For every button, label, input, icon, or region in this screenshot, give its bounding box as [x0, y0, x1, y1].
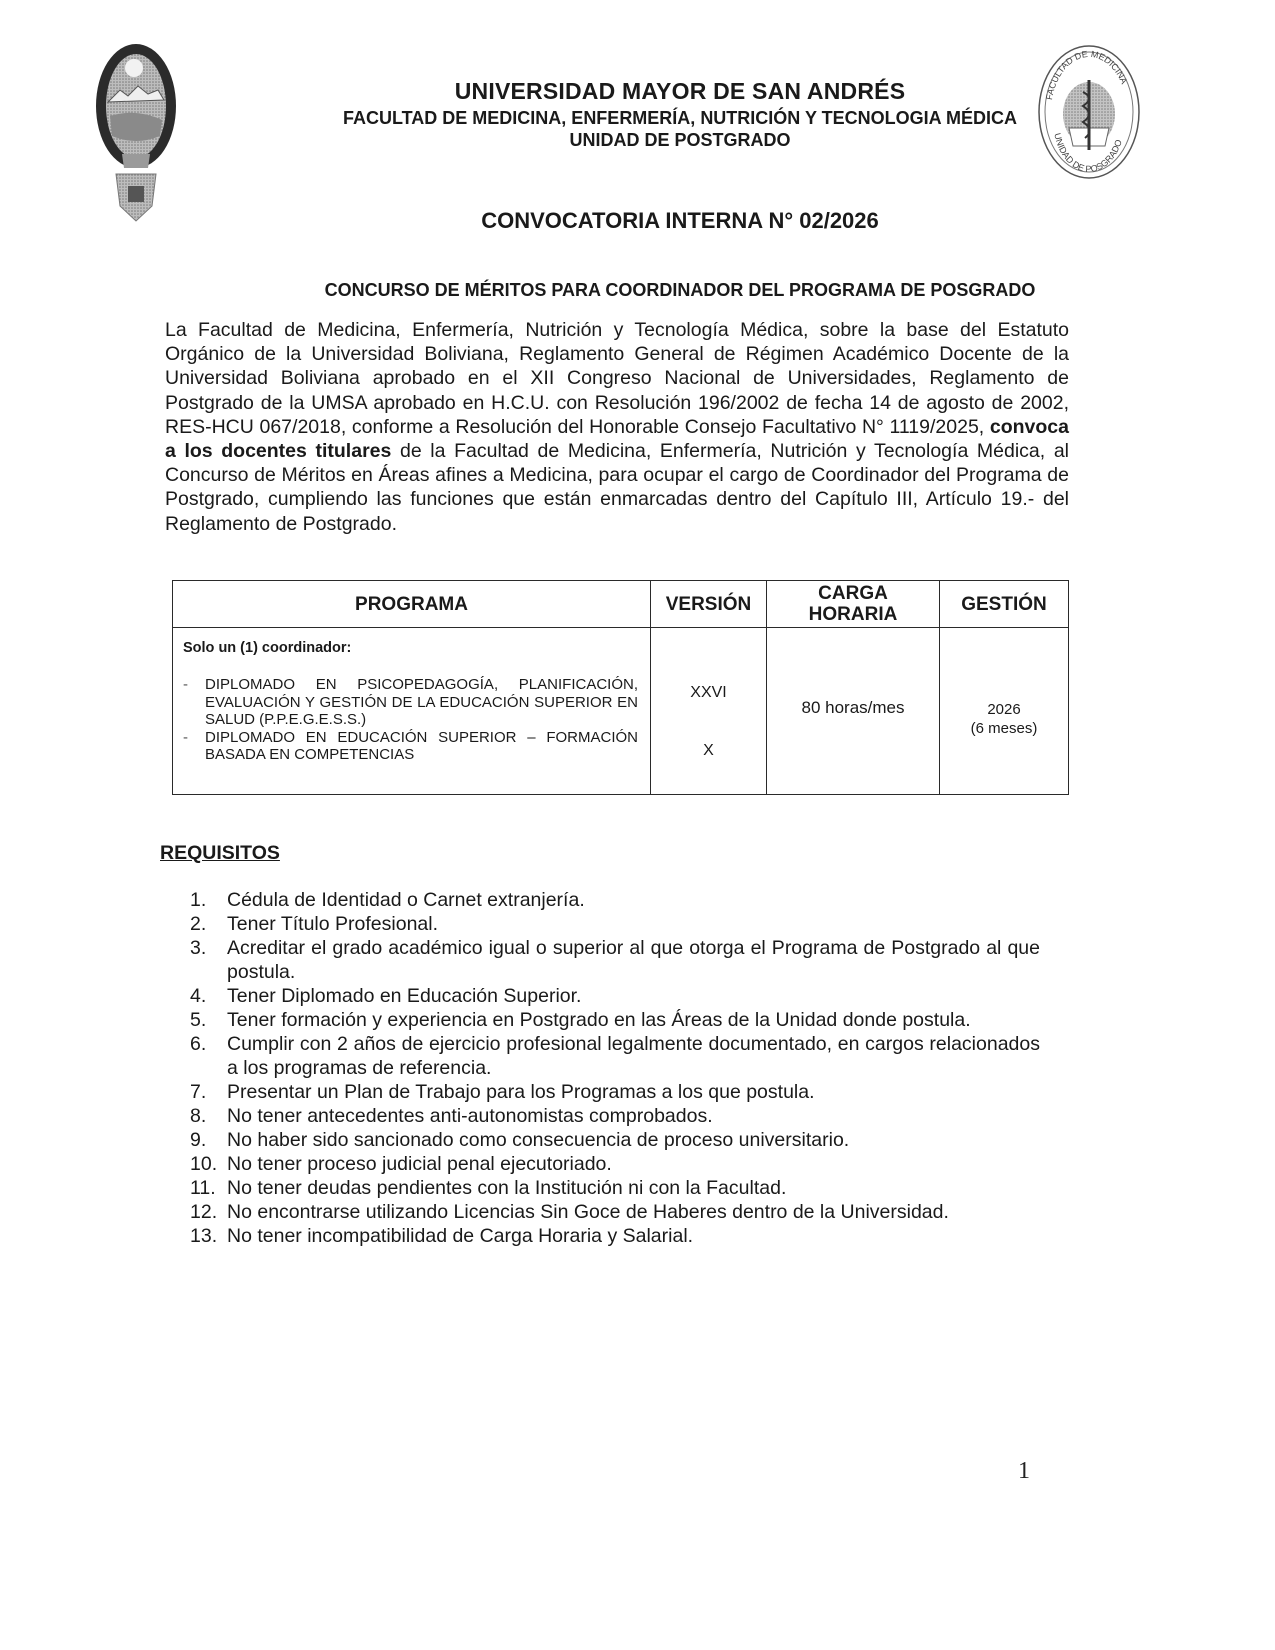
intro-text-2: de la Facultad de Medicina, Enfermería, Nutrición y Tecnología Médica, al Concurso de Méritos en Áreas afines a Medicina, para ocupar el cargo de Coordinador del Programa de Postgrado, cumpliendo las funciones que están enmarcadas dentro del Capítulo III, Artículo 19.- del Reglamento de Postgrado. — [165, 440, 1069, 535]
list-item — [190, 1200, 1040, 1224]
programa-item — [183, 676, 638, 729]
item-number: 11. — [190, 1177, 216, 1199]
item-text: No tener antecedentes anti-autonomistas comprobados. — [227, 1105, 713, 1127]
item-text: Presentar un Plan de Trabajo para los Programas a los que postula. — [227, 1081, 815, 1103]
item-number: 12. — [190, 1201, 218, 1223]
header-carga-horaria — [767, 581, 940, 628]
item-text: No haber sido sancionado como consecuencia de proceso universitario. — [227, 1129, 850, 1151]
item-text: No tener incompatibilidad de Carga Horaria y Salarial. — [227, 1225, 694, 1247]
gestion-duration: (6 meses) — [970, 720, 1038, 737]
item-text: No tener proceso judicial penal ejecutoriado. — [227, 1153, 612, 1175]
university-name: UNIVERSIDAD MAYOR DE SAN ANDRÉS — [454, 78, 906, 104]
carga-horaria-value: 80 horas/mes — [801, 698, 905, 717]
list-item — [190, 1176, 1040, 1200]
document-subtitle: CONCURSO DE MÉRITOS PARA COORDINADOR DEL PROGRAMA DE POSGRADO — [324, 280, 1036, 300]
list-item — [190, 1104, 1040, 1128]
item-text: No encontrarse utilizando Licencias Sin Goce de Haberes dentro de la Universidad. — [227, 1201, 949, 1223]
item-number: 5. — [190, 1009, 207, 1031]
programa-heading: Solo un (1) coordinador: — [183, 640, 352, 656]
intro-bold-text: convoca a los docentes titulares — [165, 415, 1069, 463]
seal-bottom-text: UNIDAD DE POSGRADO — [1052, 131, 1124, 175]
bullet: - — [183, 728, 188, 746]
header-version: VERSIÓN — [651, 581, 767, 628]
programa-name: DIPLOMADO EN EDUCACIÓN SUPERIOR – FORMACIÓN BASADA EN COMPETENCIAS — [205, 728, 638, 763]
item-number: 10. — [190, 1153, 218, 1175]
page-number: 1 — [1018, 1458, 1030, 1484]
item-number: 2. — [190, 913, 207, 935]
list-item — [190, 936, 1040, 984]
requisitos-list — [190, 888, 1040, 1248]
item-number: 9. — [190, 1129, 207, 1151]
table-header-row — [173, 581, 1069, 628]
gestion-year: 2026 — [987, 701, 1021, 718]
gestion-cell — [940, 628, 1069, 795]
item-number: 6. — [190, 1033, 207, 1055]
list-item — [190, 984, 1040, 1008]
list-item — [190, 1152, 1040, 1176]
list-item — [190, 1008, 1040, 1032]
seal-top-text: FACULTAD DE MEDICINA — [1043, 48, 1130, 101]
item-text: Cédula de Identidad o Carnet extranjería. — [227, 889, 585, 911]
programa-name: DIPLOMADO EN PSICOPEDAGOGÍA, PLANIFICACIÓN, EVALUACIÓN Y GESTIÓN DE LA EDUCACIÓN SUPERIOR EN SALUD (P.P.E.G.E.S.S.) — [205, 676, 638, 728]
version-value: X — [703, 742, 714, 759]
item-number: 13. — [190, 1225, 218, 1247]
header-programa: PROGRAMA — [173, 581, 651, 628]
item-number: 1. — [190, 889, 207, 911]
document-title: CONVOCATORIA INTERNA N° 02/2026 — [481, 208, 879, 233]
list-item — [190, 1128, 1040, 1152]
list-item — [190, 1032, 1040, 1080]
list-item — [190, 1224, 1040, 1248]
header-gestion: GESTIÓN — [940, 581, 1069, 628]
item-number: 8. — [190, 1105, 207, 1127]
table-row — [173, 628, 1069, 795]
bullet: - — [183, 676, 188, 693]
item-text: Tener Diplomado en Educación Superior. — [227, 985, 582, 1007]
item-text: Tener Título Profesional. — [227, 913, 439, 935]
item-number: 7. — [190, 1081, 207, 1103]
intro-paragraph — [165, 318, 1069, 536]
list-item — [190, 888, 1040, 912]
item-number: 4. — [190, 985, 207, 1007]
item-text: Acreditar el grado académico igual o superior al que otorga el Programa de Postgrado al que postula. — [227, 937, 1040, 983]
intro-text-1: La Facultad de Medicina, Enfermería, Nutrición y Tecnología Médica, sobre la base del Estatuto Orgánico de la Universidad Boliviana, Reglamento General de Régimen Académico Docente de la Universidad Boliviana aprobado en el XII Congreso Nacional de Universidades, Reglamento de Postgrado de la UMSA aprobado en H.C.U. con Resolución 196/2002 de fecha 14 de agosto de 2002, RES-HCU 067/2018, conforme a Resolución del Honorable Consejo Facultativo N° 1119/2025, — [165, 319, 1069, 438]
programa-item — [183, 729, 638, 764]
item-text: Tener formación y experiencia en Postgrado en las Áreas de la Unidad donde postula. — [227, 1009, 971, 1031]
faculty-name: FACULTAD DE MEDICINA, ENFERMERÍA, NUTRICIÓN Y TECNOLOGIA MÉDICA — [342, 108, 1017, 128]
item-text: No tener deudas pendientes con la Institución ni con la Facultad. — [227, 1177, 787, 1199]
program-table — [172, 580, 1069, 795]
carga-horaria-cell — [767, 628, 940, 795]
list-item — [190, 912, 1040, 936]
list-item — [190, 1080, 1040, 1104]
item-text: Cumplir con 2 años de ejercicio profesional legalmente documentado, en cargos relacionados a los programas de referencia. — [227, 1033, 1040, 1079]
version-value: XXVI — [690, 684, 727, 701]
requisitos-heading: REQUISITOS — [160, 842, 280, 864]
item-number: 3. — [190, 937, 207, 959]
unit-name: UNIDAD DE POSTGRADO — [569, 130, 791, 150]
header-carga-label: CARGA HORARIA — [808, 583, 898, 625]
programa-cell — [173, 628, 651, 795]
version-cell — [651, 628, 767, 795]
